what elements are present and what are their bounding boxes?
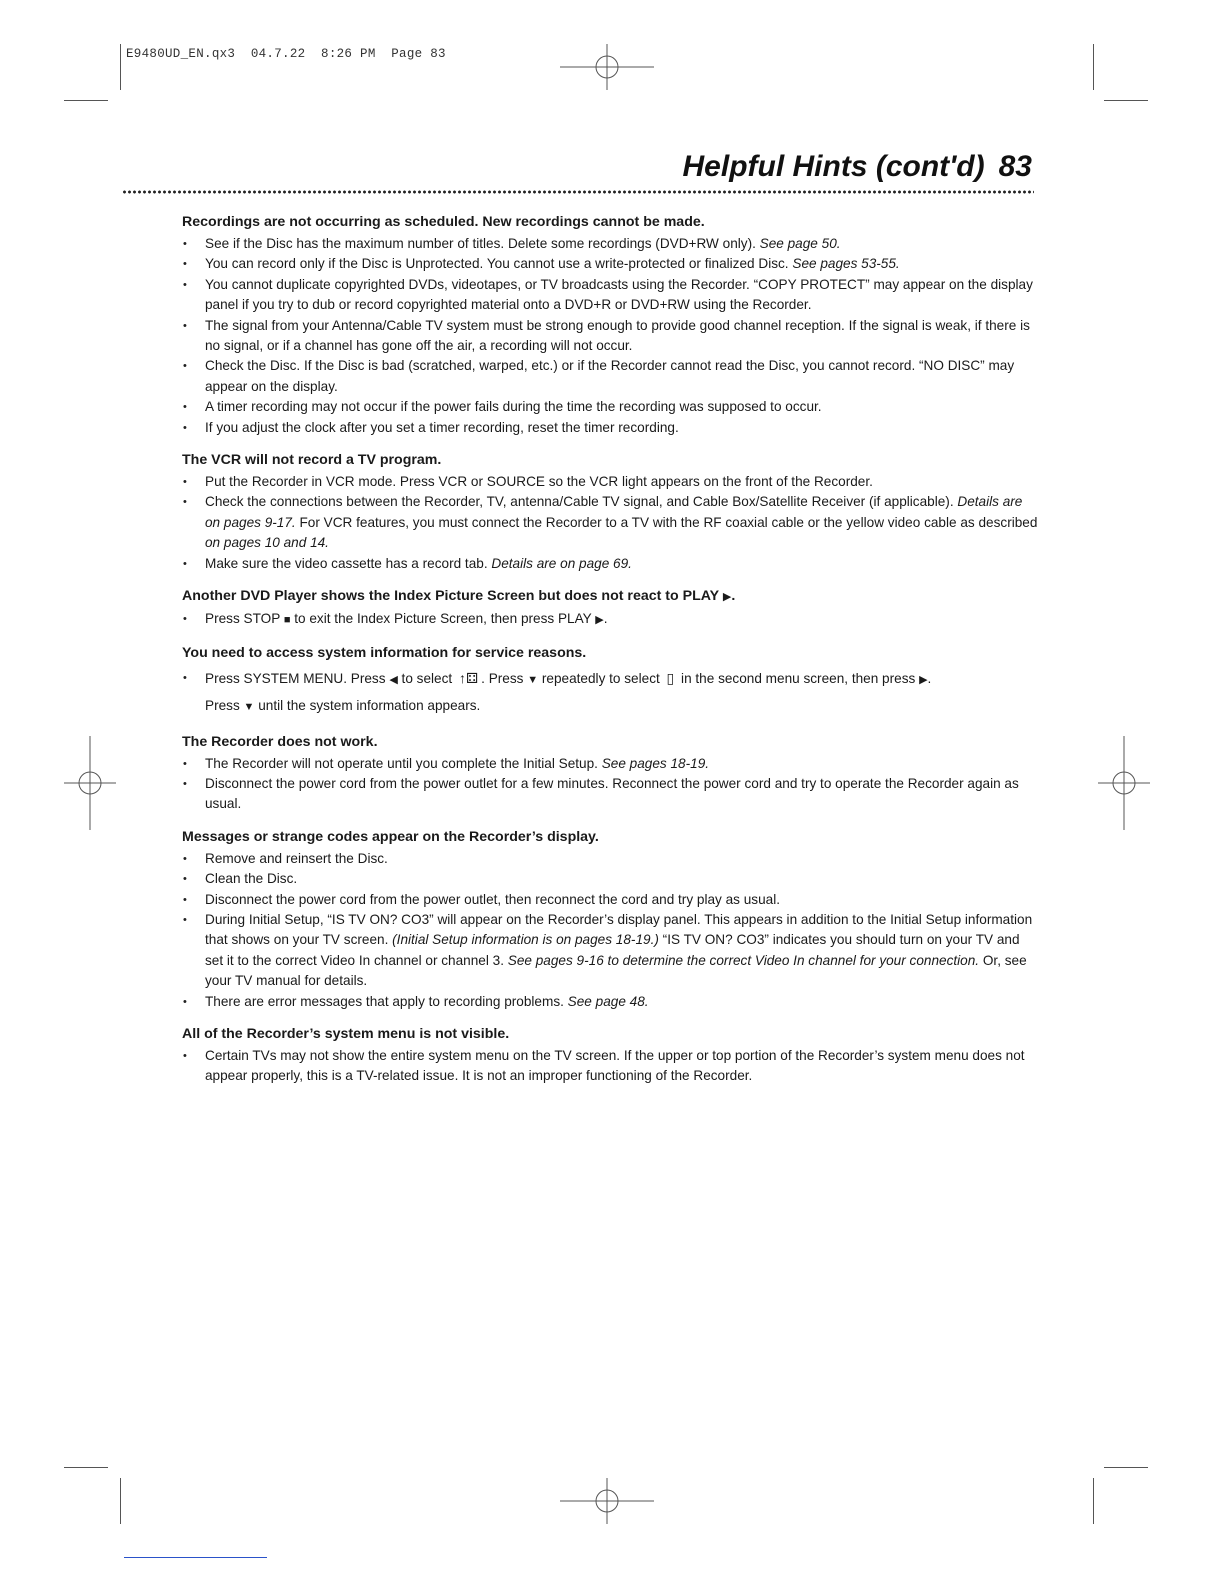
page-header xyxy=(683,150,1032,184)
list-item: • Remove and reinsert the Disc. xyxy=(182,849,1038,869)
hints-content xyxy=(182,212,1038,1099)
registration-mark-right xyxy=(1098,736,1150,830)
list-item: • Clean the Disc. xyxy=(182,869,1038,889)
bullet-list xyxy=(182,1046,1038,1087)
list-item: • You can record only if the Disc is Unprotected. You cannot use a write-protected or finalized Disc. See pages 53-55. xyxy=(182,254,1038,274)
bullet-list xyxy=(182,609,1038,630)
down-arrow-icon: ▼ xyxy=(527,673,539,686)
bullet-list xyxy=(182,754,1038,815)
crop-mark-top-right-v xyxy=(1093,44,1094,90)
play-icon: ▶ xyxy=(919,673,928,686)
list-item: • Make sure the video cassette has a record tab. Details are on page 69. xyxy=(182,554,1038,574)
down-arrow-icon: ▼ xyxy=(243,700,255,713)
registration-mark-left xyxy=(64,736,116,830)
section-vcr xyxy=(182,450,1038,574)
bullet-list xyxy=(182,234,1038,438)
crop-mark-top-left-h xyxy=(64,100,108,101)
section-recorder-not-work xyxy=(182,732,1038,815)
crop-mark-bottom-right-v xyxy=(1093,1478,1094,1524)
list-item: • Certain TVs may not show the entire system menu on the TV screen. If the upper or top portion of the Recorder’s system menu does not appear properly, this is a TV-related issue. It is not an improper functioning of the Recorder. xyxy=(182,1046,1038,1087)
registration-mark-bottom xyxy=(560,1478,654,1524)
bullet-list xyxy=(182,472,1038,574)
list-item: • A timer recording may not occur if the power fails during the time the recording was supposed to occur. xyxy=(182,397,1038,417)
bottom-rule xyxy=(124,1557,267,1558)
bullet-list xyxy=(182,849,1038,1012)
section-strange-codes xyxy=(182,827,1038,1012)
section-heading: The Recorder does not work. xyxy=(182,733,378,750)
section-menu-not-visible xyxy=(182,1024,1038,1087)
list-item: • Press SYSTEM MENU. Press ◀ to select ↑⚃ . Press ▼ repeatedly to select ▯ in the second menu screen, then press ▶. Press ▼ until the system information appears. xyxy=(182,665,1038,720)
list-item: • The Recorder will not operate until you complete the Initial Setup. See pages 18-19. xyxy=(182,754,1038,774)
printer-slug: E9480UD_EN.qx3 04.7.22 8:26 PM Page 83 xyxy=(126,47,446,61)
section-heading: Another DVD Player shows the Index Picture Screen but does not react to PLAY ▶. xyxy=(182,588,736,605)
section-heading: All of the Recorder’s system menu is not visible. xyxy=(182,1025,510,1042)
stop-icon: ■ xyxy=(283,614,291,627)
crop-mark-top-left-v xyxy=(120,44,121,90)
bullet-list xyxy=(182,665,1038,720)
page-number: 83 xyxy=(998,150,1032,183)
dotted-rule xyxy=(122,190,1034,194)
info-icon: ▯ xyxy=(666,669,675,686)
play-icon: ▶ xyxy=(722,591,732,604)
setup-icon: ↑⚃ xyxy=(458,669,479,686)
section-index-picture xyxy=(182,586,1038,630)
section-heading: You need to access system information for service reasons. xyxy=(182,644,587,661)
list-item: • Put the Recorder in VCR mode. Press VCR or SOURCE so the VCR light appears on the front of the Recorder. xyxy=(182,472,1038,492)
section-heading: Messages or strange codes appear on the Recorder’s display. xyxy=(182,828,599,845)
registration-mark-top xyxy=(560,44,654,90)
page-title: Helpful Hints (cont'd) xyxy=(682,150,985,183)
list-item: • Check the connections between the Recorder, TV, antenna/Cable TV signal, and Cable Box/Satellite Receiver (if applicable). Details are on pages 9-17. For VCR features, you must connect the Recorder to a TV with the RF coaxial cable or the yellow video cable as described on pages 10 and 14. xyxy=(182,492,1038,553)
section-recordings xyxy=(182,212,1038,438)
play-icon: ▶ xyxy=(595,614,604,627)
list-item: • The signal from your Antenna/Cable TV system must be strong enough to provide good channel reception. If the signal is weak, if there is no signal, or if a channel has gone off the air, a recording will not occur. xyxy=(182,316,1038,357)
list-item: • Press STOP ■ to exit the Index Picture Screen, then press PLAY ▶. xyxy=(182,609,1038,630)
list-item: • There are error messages that apply to recording problems. See page 48. xyxy=(182,992,1038,1012)
list-item: • Check the Disc. If the Disc is bad (scratched, warped, etc.) or if the Recorder cannot read the Disc, you cannot record. “NO DISC” may appear on the display. xyxy=(182,356,1038,397)
section-heading: The VCR will not record a TV program. xyxy=(182,452,442,469)
list-item: • See if the Disc has the maximum number of titles. Delete some recordings (DVD+RW only). See page 50. xyxy=(182,234,1038,254)
list-item: • During Initial Setup, “IS TV ON? CO3” will appear on the Recorder’s display panel. This appears in addition to the Initial Setup information that shows on your TV screen. (Initial Setup information is on pages 18-19.) “IS TV ON? CO3” indicates you should turn on your TV and set it to the correct Video In channel or channel 3. See pages 9-16 to determine the correct Video In channel for your connection. Or, see your TV manual for details. xyxy=(182,910,1038,992)
list-item: • If you adjust the clock after you set a timer recording, reset the timer recording. xyxy=(182,418,1038,438)
section-system-info xyxy=(182,643,1038,720)
crop-mark-bottom-right-h xyxy=(1104,1467,1148,1468)
left-arrow-icon: ◀ xyxy=(389,673,398,686)
list-item: • Disconnect the power cord from the power outlet for a few minutes. Reconnect the power cord and try to operate the Recorder again as usual. xyxy=(182,774,1038,815)
list-item: • Disconnect the power cord from the power outlet, then reconnect the cord and try play as usual. xyxy=(182,890,1038,910)
crop-mark-top-right-h xyxy=(1104,100,1148,101)
crop-mark-bottom-left-h xyxy=(64,1467,108,1468)
section-heading: Recordings are not occurring as scheduled. New recordings cannot be made. xyxy=(182,214,705,230)
list-item: • You cannot duplicate copyrighted DVDs, videotapes, or TV broadcasts using the Recorder. “COPY PROTECT” may appear on the display panel if you try to dub or record copyrighted material onto a DVD+R or DVD+RW using the Recorder. xyxy=(182,275,1038,316)
crop-mark-bottom-left-v xyxy=(120,1478,121,1524)
